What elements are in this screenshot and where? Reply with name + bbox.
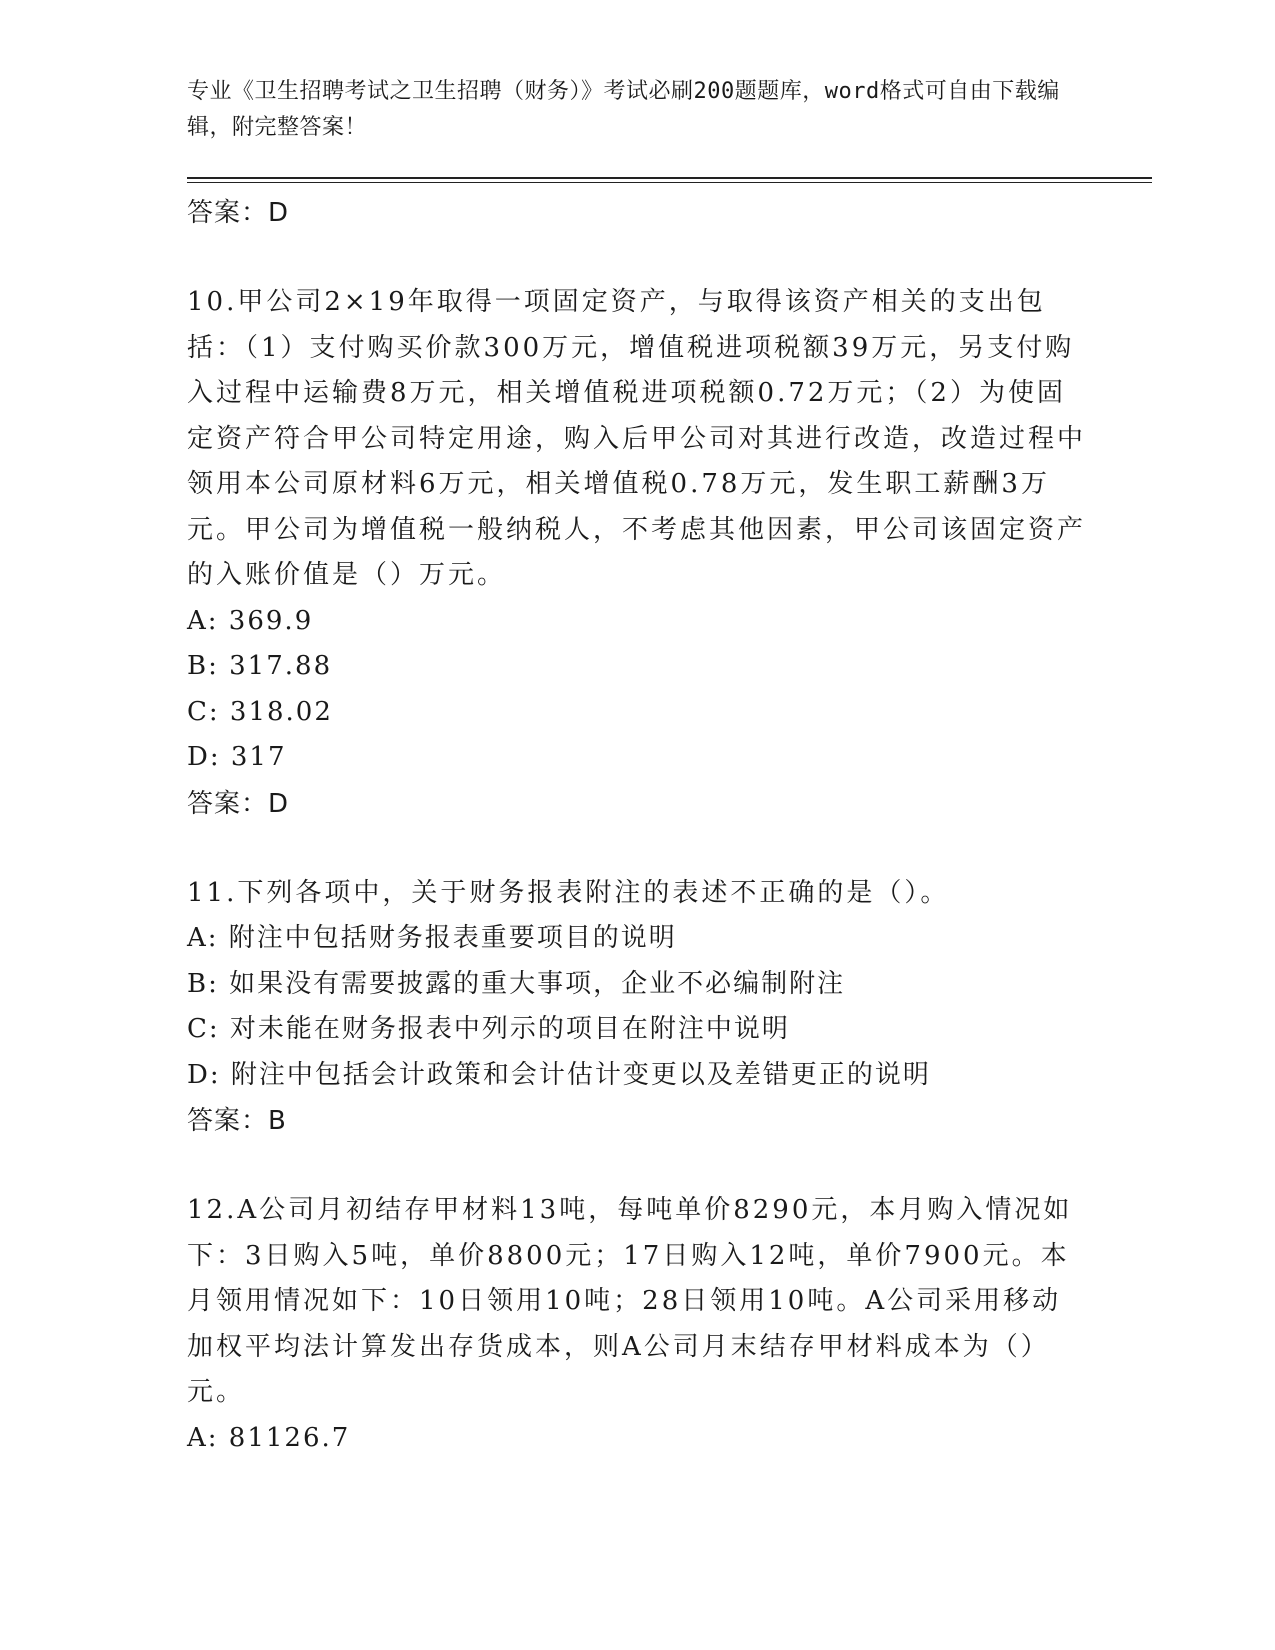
question-11-option-a: A: 附注中包括财务报表重要项目的说明 — [187, 923, 677, 953]
question-10-option-d: D: 317 — [187, 742, 287, 772]
document-body — [187, 190, 1087, 1461]
question-12 — [187, 1188, 1087, 1461]
document-header: 专业《卫生招聘考试之卫生招聘（财务）》考试必刷200题题库，word格式可自由下载编辑，附完整答案！ — [187, 79, 1060, 140]
question-11-option-d: D: 附注中包括会计政策和会计估计变更以及差错更正的说明 — [187, 1059, 931, 1090]
question-10-answer: 答案：D — [187, 788, 290, 819]
question-11-option-c: C: 对未能在财务报表中列示的项目在附注中说明 — [187, 1014, 790, 1044]
question-10-text: 10.甲公司2×19年取得一项固定资产，与取得该资产相关的支出包括：（1）支付购买价款300万元，增值税进项税额39万元，另支付购入过程中运输费8万元，相关增值税进项税额0.72万元；（2）为使固定资产符合甲公司特定用途，购入后甲公司对其进行改造，改造过程中领用本公司原材料6万元，相关增值税0.78万元，发生职工薪酬3万元。甲公司为增值税一般纳税人，不考虑其他因素，甲公司该固定资产的入账价值是（）万元。 — [187, 287, 1087, 590]
question-11-option-b: B: 如果没有需要披露的重大事项，企业不必编制附注 — [187, 968, 846, 999]
question-10 — [187, 280, 1087, 827]
question-10-option-a: A: 369.9 — [187, 605, 314, 636]
question-10-option-b: B: 317.88 — [187, 651, 333, 681]
question-12-option-a: A: 81126.7 — [187, 1422, 351, 1453]
header-rule-thin — [187, 182, 1152, 183]
header-rule-thick — [187, 177, 1152, 179]
question-11-answer: 答案：B — [187, 1106, 287, 1136]
question-11 — [187, 871, 1087, 1145]
question-12-text: 12.A公司月初结存甲材料13吨，每吨单价8290元，本月购入情况如下：3日购入5吨，单价8800元；17日购入12吨，单价7900元。本月领用情况如下：10日领用10吨；28日领用10吨。A公司采用移动加权平均法计算发出存货成本，则A公司月末结存甲材料成本为（）元。 — [187, 1195, 1073, 1407]
question-10-option-c: C: 318.02 — [187, 696, 333, 727]
previous-answer: 答案：D — [187, 198, 290, 228]
question-11-text: 11.下列各项中，关于财务报表附注的表述不正确的是（）。 — [187, 877, 950, 908]
